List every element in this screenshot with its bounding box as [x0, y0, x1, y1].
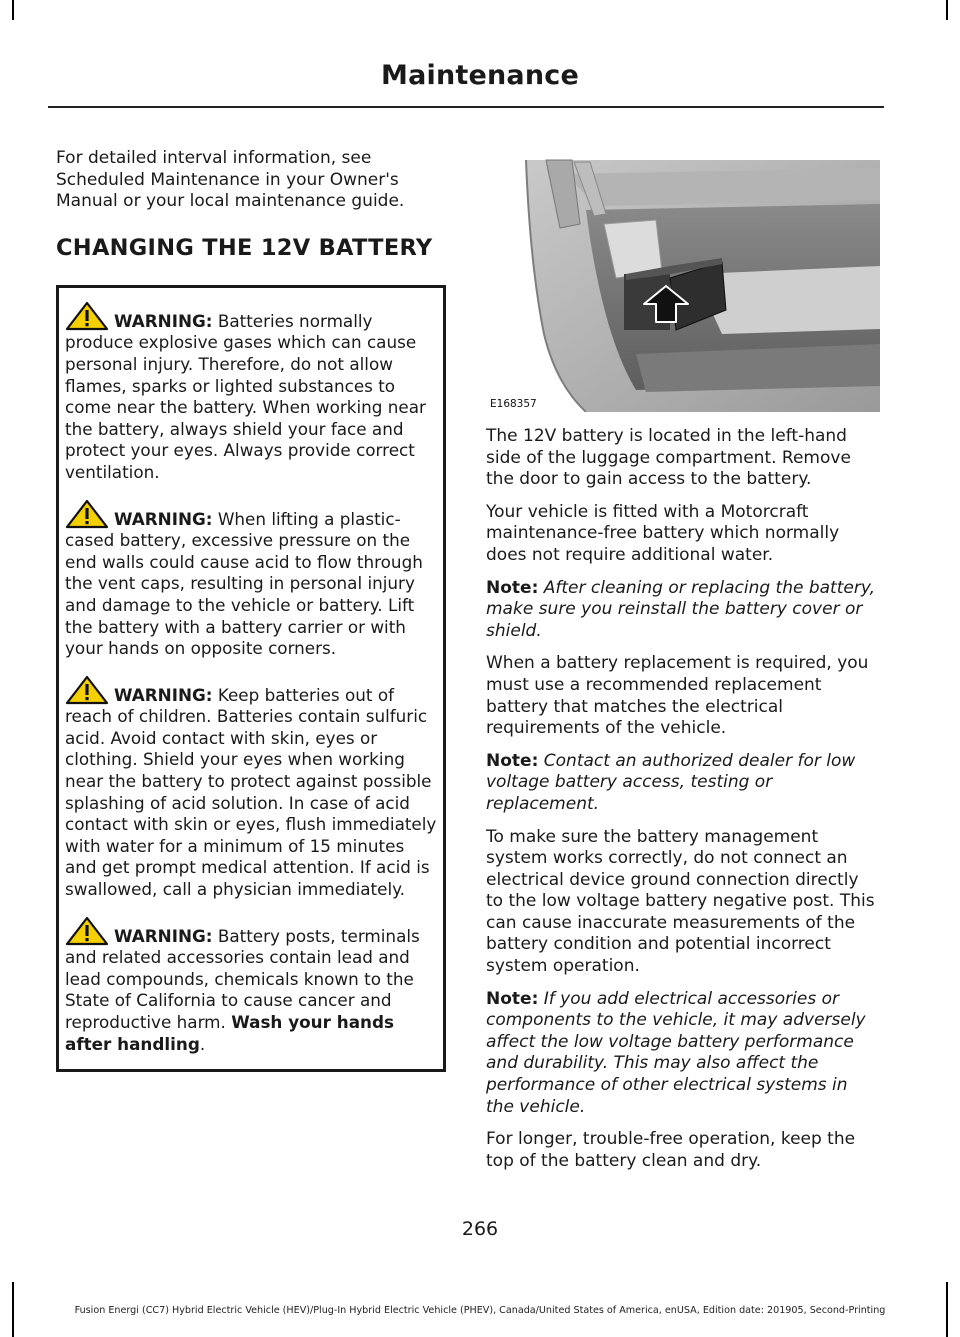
- warning-item: [65, 916, 437, 1056]
- warning-item: [65, 675, 437, 901]
- note-text: After cleaning or replacing the battery, make sure you reinstall the battery cover or shield.: [486, 577, 875, 641]
- warning-text: Keep batteries out of reach of children. Batteries contain sulfuric acid. Avoid contact with skin, eyes or clothing. Shield your eyes when working near the battery to protect against possible splashing of acid solution. In case of acid contact with skin or eyes, flush immediately with water for a minimum of 15 minutes and get prompt medical attention. If acid is swallowed, call a physician immediately.: [65, 684, 437, 900]
- image-reference-code: E168357: [490, 398, 537, 410]
- replacement-paragraph: When a battery replacement is required, you must use a recommended replacement battery that matches the electrical requirements of the vehicle.: [486, 653, 869, 739]
- warning-label: WARNING:: [114, 508, 213, 529]
- keep-clean-paragraph: For longer, trouble-free operation, keep the top of the battery clean and dry.: [486, 1129, 856, 1171]
- warning-triangle-icon: [65, 916, 109, 946]
- ground-connection-paragraph: To make sure the battery management system works correctly, do not connect an electrical device ground connection directly to the low voltage battery negative post. This can cause inaccurate measurements of the battery condition and potential incorrect system operation.: [486, 826, 875, 977]
- header-divider: [48, 106, 884, 108]
- crop-mark-top-right: [946, 0, 948, 20]
- warning-label: WARNING:: [114, 925, 213, 946]
- warning-emphasis: Wash your hands after handling: [65, 1012, 394, 1054]
- page-title: Maintenance: [381, 60, 579, 91]
- crop-mark-top-left: [12, 0, 14, 20]
- note-text: If you add electrical accessories or components to the vehicle, it may adversely affect the low voltage battery performance and durability. This may also affect the performance of other electrical systems in the vehicle.: [486, 988, 866, 1117]
- note-label: Note:: [486, 988, 539, 1009]
- section-heading: CHANGING THE 12V BATTERY: [56, 234, 433, 261]
- note-paragraph: [486, 578, 880, 643]
- intro-paragraph: For detailed interval information, see Scheduled Maintenance in your Owner's Manual or your local maintenance guide.: [56, 148, 405, 212]
- warning-text: Battery posts, terminals and related accessories contain lead and lead compounds, chemicals known to the State of California to cause cancer and reproductive harm.: [65, 925, 420, 1032]
- warning-text: Batteries normally produce explosive gases which can cause personal injury. Therefore, do not allow flames, sparks or lighted substances to come near the battery. When working near the battery, always shield your face and protect your eyes. Always provide correct ventilation.: [65, 310, 426, 482]
- warning-triangle-icon: [65, 301, 109, 331]
- page-number: 266: [461, 1218, 499, 1240]
- battery-location-image: [486, 154, 880, 412]
- left-column: [56, 148, 446, 1072]
- note-paragraph: [486, 751, 880, 816]
- note-paragraph: [486, 989, 880, 1119]
- note-label: Note:: [486, 577, 539, 598]
- maintenance-free-paragraph: Your vehicle is fitted with a Motorcraft maintenance-free battery which normally does not require additional water.: [486, 501, 840, 565]
- warning-item: [65, 301, 437, 484]
- warning-label: WARNING:: [114, 310, 213, 331]
- warning-triangle-icon: [65, 499, 109, 529]
- battery-location-paragraph: The 12V battery is located in the left-hand side of the luggage compartment. Remove the door to gain access to the battery.: [486, 426, 851, 490]
- note-label: Note:: [486, 750, 539, 771]
- right-column: [486, 154, 880, 1183]
- warning-text-end: .: [199, 1033, 206, 1054]
- document-footer: Fusion Energi (CC7) Hybrid Electric Vehicle (HEV)/Plug-In Hybrid Electric Vehicle (PHEV), Canada/United States of America, enUSA, Edition date: 201905, Second-Printing: [74, 1305, 886, 1316]
- warning-text: When lifting a plastic-cased battery, excessive pressure on the end walls could cause acid to flow through the vent caps, resulting in personal injury and damage to the vehicle or battery. Lift the battery with a battery carrier or with your hands on opposite corners.: [65, 508, 423, 659]
- warning-item: [65, 499, 437, 660]
- warning-box: [56, 285, 446, 1072]
- warning-triangle-icon: [65, 675, 109, 705]
- warning-label: WARNING:: [114, 684, 213, 705]
- note-text: Contact an authorized dealer for low voltage battery access, testing or replacement.: [486, 750, 856, 814]
